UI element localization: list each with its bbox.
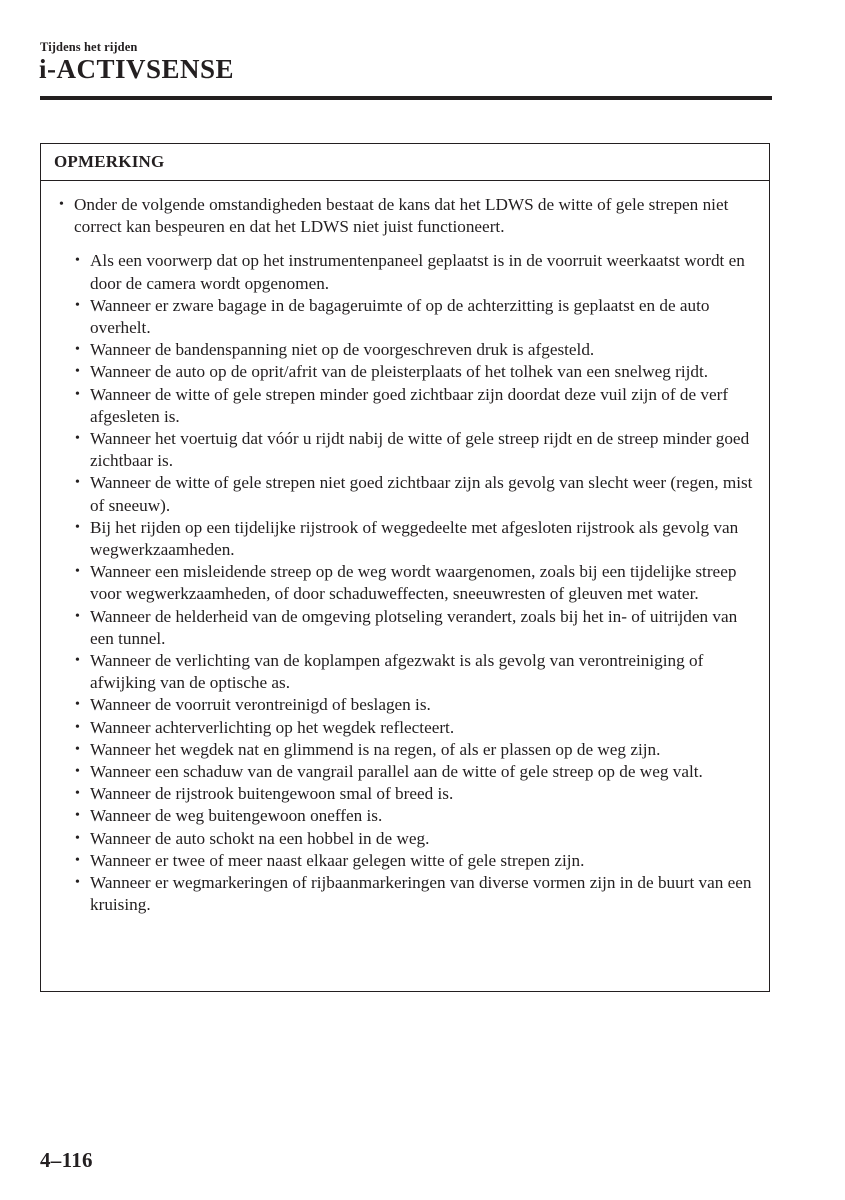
page-number: 4–116 — [40, 1148, 93, 1172]
list-item — [75, 739, 759, 761]
list-item — [75, 717, 759, 739]
list-item-text: Wanneer het wegdek nat en glimmend is na regen, of als er plassen op de weg zijn. — [90, 739, 661, 759]
bullet-icon: • — [75, 830, 80, 846]
list-item — [75, 339, 759, 361]
note-heading: OPMERKING — [41, 144, 769, 181]
bullet-icon: • — [75, 253, 80, 269]
list-item — [75, 428, 759, 472]
list-item-text: Wanneer er wegmarkeringen of rijbaanmarkeringen van diverse vormen zijn in de buurt van een kruising. — [90, 873, 752, 915]
bullet-icon: • — [75, 808, 80, 824]
list-item — [75, 872, 759, 916]
bullet-icon: • — [75, 519, 80, 535]
list-item-text: Bij het rijden op een tijdelijke rijstrook of weggedeelte met afgesloten rijstrook als gevolg van wegwerkzaamheden. — [90, 517, 739, 560]
list-item-text: Wanneer een misleidende streep op de weg wordt waargenomen, zoals bij een tijdelijke streep voor wegwerkzaamheden, of door schaduweffecten, sneeuwresten of gleuven met water. — [90, 562, 737, 604]
list-item — [75, 850, 759, 872]
list-item-text: Wanneer er twee of meer naast elkaar gelegen witte of gele strepen zijn. — [90, 850, 585, 870]
bullet-icon: • — [75, 741, 80, 757]
list-item-text: Wanneer de verlichting van de koplampen afgezwakt is als gevolg van verontreiniging of afwijking van de optische as. — [90, 651, 704, 693]
list-item-text: Wanneer de auto op de oprit/afrit van de pleisterplaats of het tolhek van een snelweg rijdt. — [90, 362, 709, 382]
bullet-icon: • — [75, 653, 80, 669]
note-body — [41, 181, 769, 917]
list-item-text: Wanneer een schaduw van de vangrail parallel aan de witte of gele streep op de weg valt. — [90, 762, 703, 782]
list-item — [75, 250, 759, 294]
bullet-icon: • — [75, 564, 80, 580]
list-item-text: Wanneer de weg buitengewoon oneffen is. — [90, 806, 383, 826]
section-label: Tijdens het rijden — [40, 40, 138, 54]
bullet-icon: • — [75, 852, 80, 868]
list-item-text: Als een voorwerp dat op het instrumentenpaneel geplaatst is in de voorruit weerkaatst wordt en door de camera wordt opgenomen. — [90, 251, 745, 293]
list-item — [75, 472, 759, 516]
bullet-icon: • — [75, 386, 80, 402]
list-item — [75, 694, 759, 716]
list-item-text: Wanneer de rijstrook buitengewoon smal of breed is. — [90, 784, 454, 804]
page-title: i-ACTIVSENSE — [39, 54, 235, 84]
bullet-icon: • — [75, 297, 80, 313]
list-item — [75, 561, 759, 605]
list-item — [75, 783, 759, 805]
condition-list — [59, 250, 759, 916]
list-item — [75, 828, 759, 850]
bullet-icon: • — [75, 431, 80, 447]
title-divider — [40, 96, 772, 100]
bullet-icon: • — [75, 364, 80, 380]
bullet-icon: • — [75, 475, 80, 491]
bullet-icon: • — [75, 786, 80, 802]
list-item — [75, 295, 759, 339]
list-item-text: Wanneer de bandenspanning niet op de voorgeschreven druk is afgesteld. — [90, 340, 595, 360]
list-item-text: Wanneer de auto schokt na een hobbel in de weg. — [90, 828, 430, 848]
bullet-icon: • — [75, 764, 80, 780]
list-item — [75, 517, 759, 561]
list-item-text: Wanneer de witte of gele strepen niet goed zichtbaar zijn als gevolg van slecht weer (regen, mist of sneeuw). — [90, 473, 753, 515]
bullet-icon: • — [75, 342, 80, 358]
list-item-text: Wanneer achterverlichting op het wegdek reflecteert. — [90, 717, 455, 737]
list-item — [75, 361, 759, 383]
note-intro-item — [59, 194, 759, 238]
list-item — [75, 384, 759, 428]
note-box — [40, 143, 770, 992]
list-item-text: Wanneer de voorruit verontreinigd of beslagen is. — [90, 695, 431, 715]
bullet-icon: • — [59, 197, 64, 212]
bullet-icon: • — [75, 719, 80, 735]
note-intro-text: Onder de volgende omstandigheden bestaat de kans dat het LDWS de witte of gele strepen niet correct kan bespeuren en dat het LDWS niet juist functioneert. — [74, 195, 729, 237]
list-item — [75, 606, 759, 650]
list-item — [75, 761, 759, 783]
list-item-text: Wanneer de helderheid van de omgeving plotseling verandert, zoals bij het in- of uitrijden van een tunnel. — [90, 606, 738, 648]
list-item-text: Wanneer het voertuig dat vóór u rijdt nabij de witte of gele streep rijdt en de streep minder goed zichtbaar is. — [90, 429, 750, 471]
bullet-icon: • — [75, 697, 80, 713]
list-item — [75, 805, 759, 827]
bullet-icon: • — [75, 608, 80, 624]
bullet-icon: • — [75, 875, 80, 891]
list-item — [75, 650, 759, 694]
list-item-text: Wanneer de witte of gele strepen minder goed zichtbaar zijn doordat deze vuil zijn of de verf afgesleten is. — [90, 384, 729, 426]
list-item-text: Wanneer er zware bagage in de bagageruimte of op de achterzitting is geplaatst en de auto overhelt. — [90, 295, 710, 338]
